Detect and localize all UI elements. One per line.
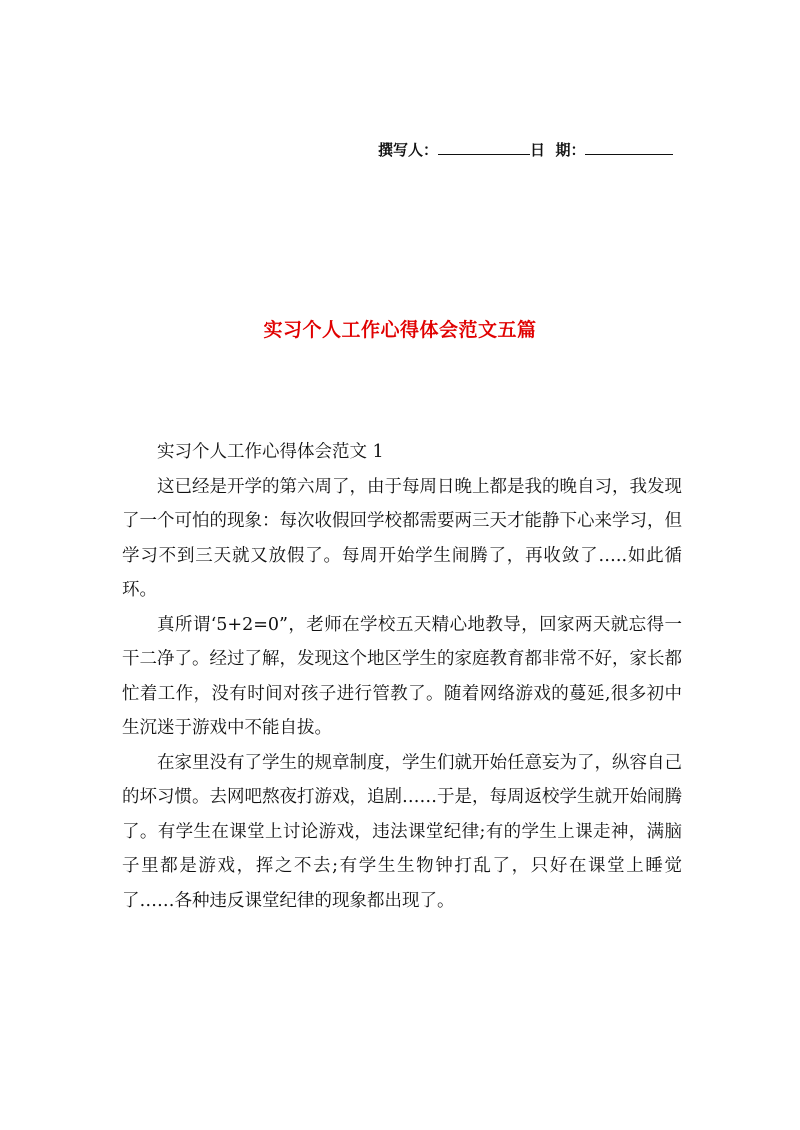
document-title: 实习个人工作心得体会范文五篇: [263, 319, 537, 341]
date-blank: [585, 140, 673, 155]
paragraph-1: 这已经是开学的第六周了，由于每周日晚上都是我的晚自习，我发现了一个可怕的现象：每次收假回学校都需要两三天才能静下心来学习，但学习不到三天就又放假了。每周开始学生闹腾了，再收敛了…..如此循环。: [122, 476, 682, 600]
document-body: [122, 435, 682, 918]
author-blank: [438, 140, 530, 155]
author-date-line: [378, 139, 688, 160]
date-label: 日 期：: [530, 141, 586, 159]
author-label: 撰写人：: [378, 141, 439, 159]
paragraph-3: 在家里没有了学生的规章制度，学生们就开始任意妄为了，纵容自己的坏习惯。去网吧熬夜打游戏，追剧……于是，每周返校学生就开始闹腾了。有学生在课堂上讨论游戏，违法课堂纪律;有的学生上课走神，满脑子里都是游戏，挥之不去;有学生生物钟打乱了，只好在课堂上睡觉了……各种违反课堂纪律的现象都出现了。: [122, 752, 682, 911]
paragraph-2: 真所谓‘5+2=0”，老师在学校五天精心地教导，回家两天就忘得一干二净了。经过了解，发现这个地区学生的家庭教育都非常不好，家长都忙着工作，没有时间对孩子进行管教了。随着网络游戏的蔓延,很多初中生沉迷于游戏中不能自拔。: [122, 614, 682, 738]
section-heading: 实习个人工作心得体会范文 1: [157, 442, 384, 462]
